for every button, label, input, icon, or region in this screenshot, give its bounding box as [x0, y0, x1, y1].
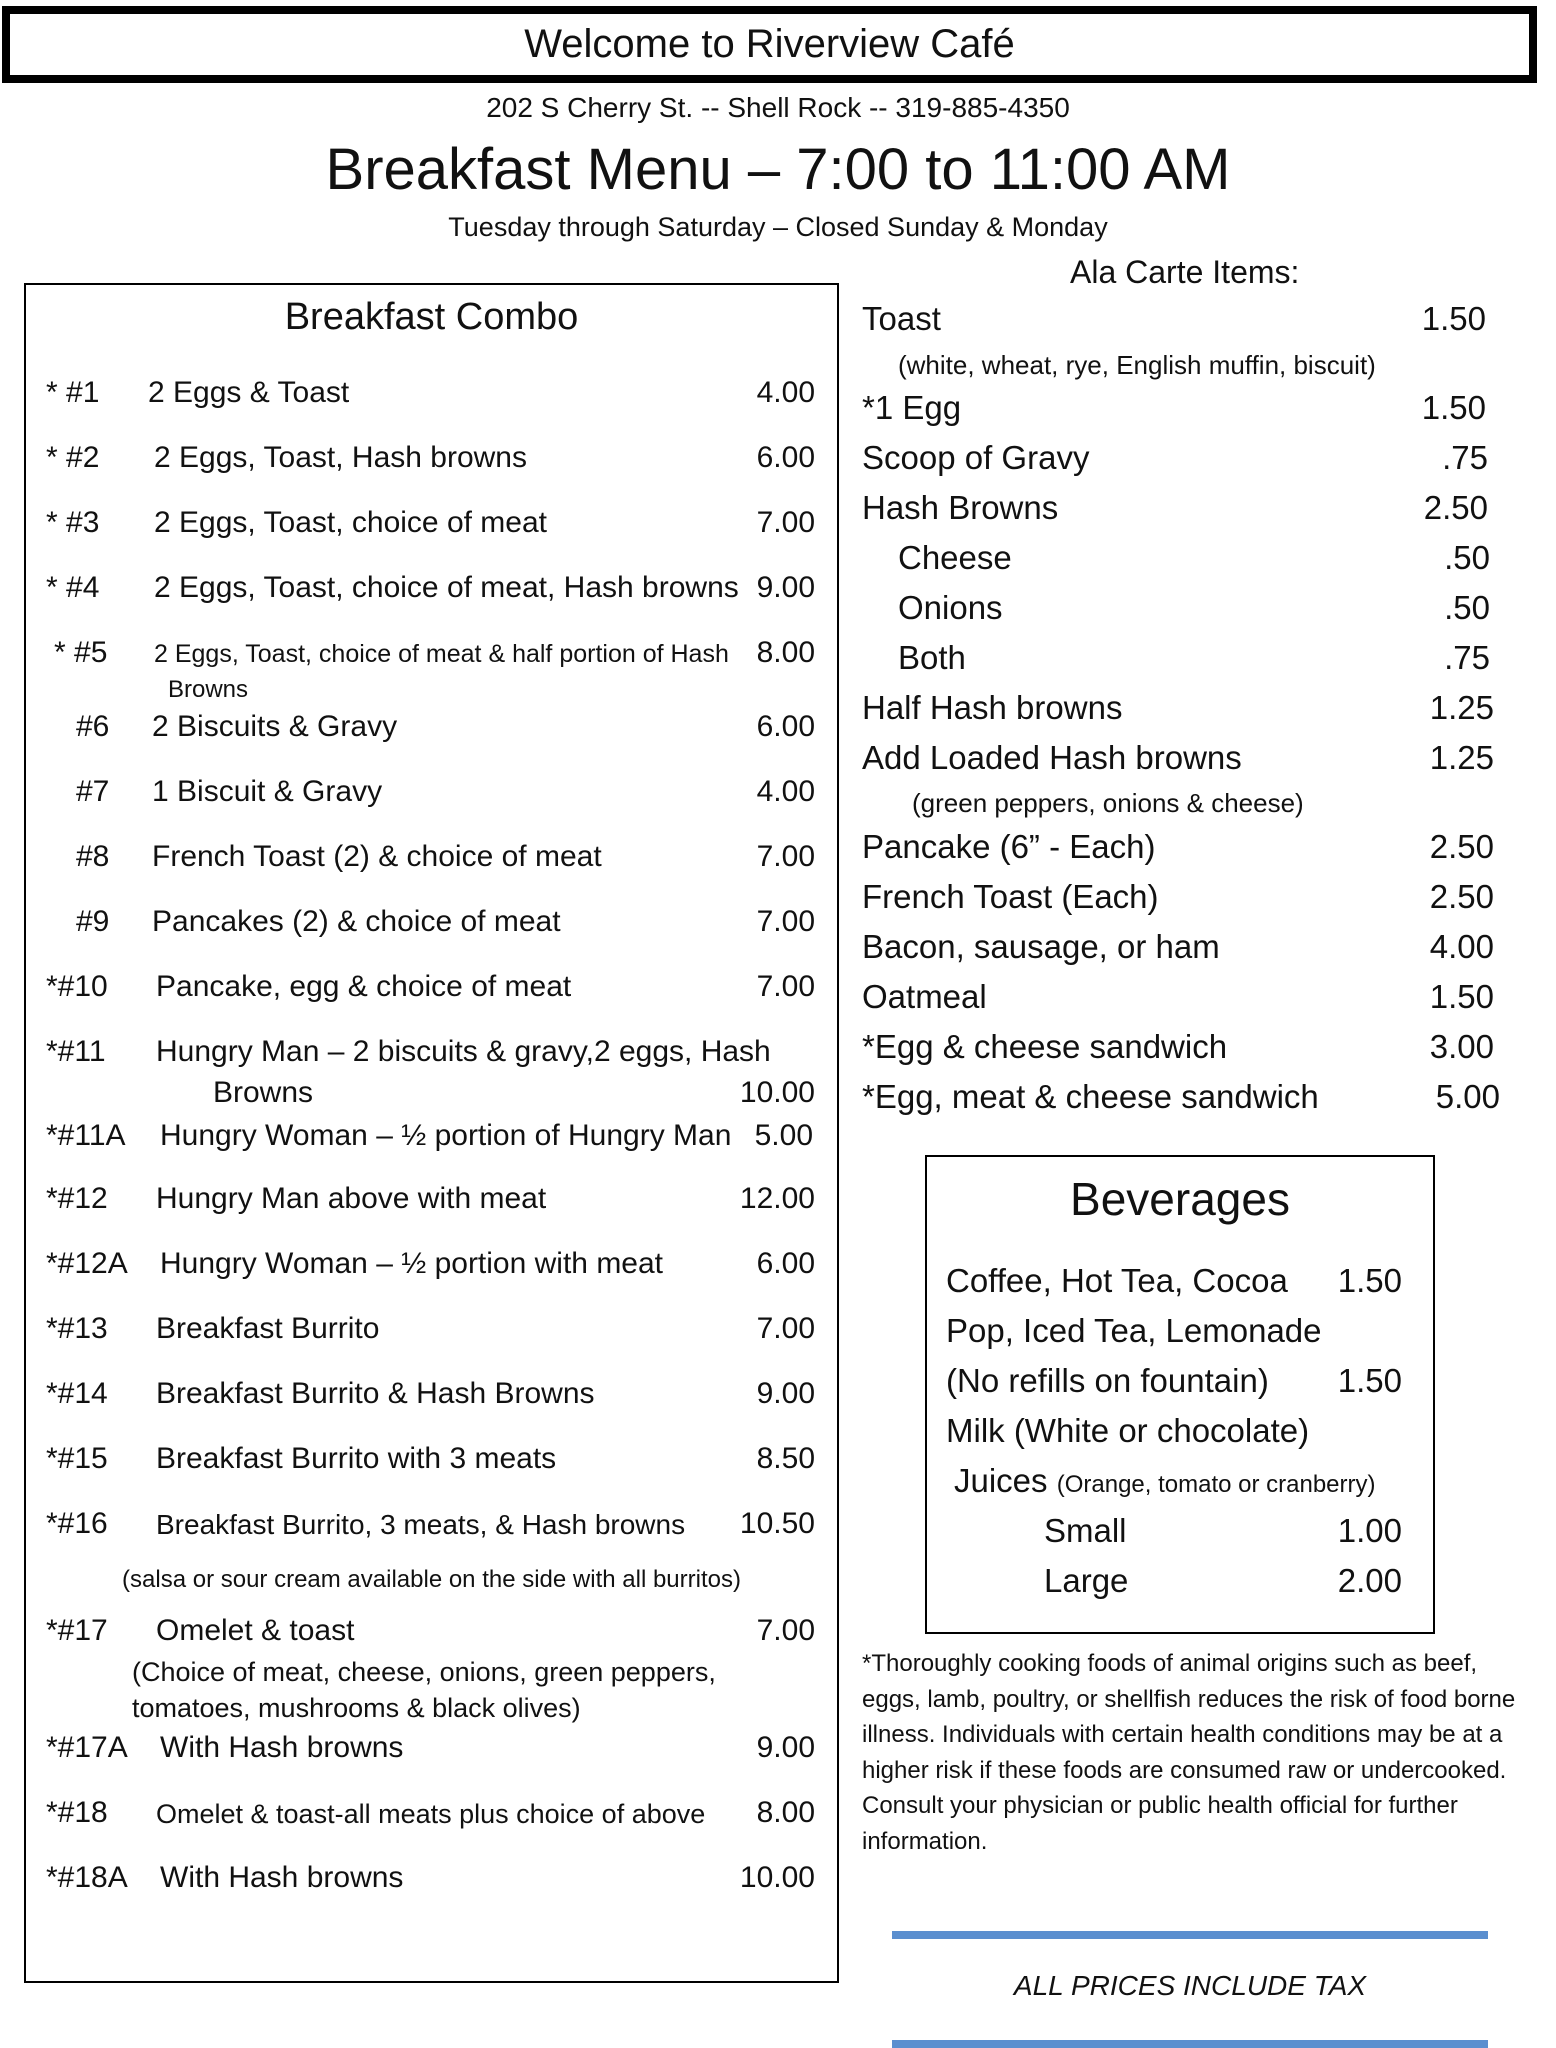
combo-item-price: 10.00 — [739, 1076, 815, 1109]
beverage-name: Coffee, Hot Tea, Cocoa — [946, 1262, 1288, 1299]
beverage-price: 1.00 — [1337, 1512, 1402, 1549]
combo-item-price: 7.00 — [756, 1312, 815, 1345]
combo-item-price: 8.50 — [756, 1442, 815, 1475]
ala-carte-item — [862, 928, 1502, 972]
combo-title: Breakfast Combo — [284, 296, 579, 338]
combo-item-price: 5.00 — [754, 1119, 813, 1152]
ala-carte-item-name: French Toast (Each) — [862, 878, 1159, 915]
combo-item-number: *#10 — [46, 970, 108, 1003]
ala-carte-item-name: Bacon, sausage, or ham — [862, 928, 1220, 965]
hours-line: Tuesday through Saturday – Closed Sunday & Monday — [448, 212, 1108, 242]
combo-item-price: 9.00 — [756, 1731, 815, 1764]
combo-item-price: 6.00 — [756, 441, 815, 474]
combo-item — [24, 840, 839, 880]
combo-item-price: 8.00 — [756, 1796, 815, 1829]
ala-carte-item — [862, 689, 1502, 733]
combo-item-number: *#17A — [46, 1731, 128, 1764]
ala-carte-item-price: .75 — [1442, 439, 1488, 476]
beverage-price: 1.50 — [1337, 1362, 1402, 1399]
ala-carte-item-name: Scoop of Gravy — [862, 439, 1090, 476]
combo-item-name: With Hash browns — [160, 1861, 404, 1894]
ala-carte-item-price: 5.00 — [1435, 1078, 1500, 1115]
beverage-name: Juices — [954, 1462, 1048, 1499]
beverage-item — [946, 1562, 1402, 1606]
ala-carte-item-price: 1.25 — [1429, 689, 1494, 726]
loaded-hash-note: (green peppers, onions & cheese) — [912, 788, 1304, 818]
combo-item — [24, 1731, 839, 1771]
combo-item-name: Breakfast Burrito with 3 meats — [156, 1442, 557, 1475]
menu-title: Breakfast Menu – 7:00 to 11:00 AM — [325, 137, 1231, 202]
combo-item-price: 7.00 — [756, 506, 815, 539]
beverages-title: Beverages — [1070, 1173, 1290, 1225]
ala-carte-item — [862, 1078, 1502, 1122]
welcome-banner — [2, 6, 1537, 83]
combo-item — [24, 1614, 839, 1654]
divider-bottom — [892, 2040, 1488, 2048]
combo-item-number: * #1 — [46, 376, 100, 409]
combo-item-continuation: Browns — [213, 1076, 314, 1109]
beverage-price: 2.00 — [1337, 1562, 1402, 1599]
tax-notice: ALL PRICES INCLUDE TAX — [1013, 1970, 1367, 2001]
combo-item-number: *#15 — [46, 1442, 108, 1475]
combo-item-number: *#11A — [46, 1119, 126, 1152]
combo-item-price: 10.00 — [739, 1861, 815, 1894]
beverage-name: Milk (White or chocolate) — [946, 1412, 1310, 1449]
combo-item-price: 6.00 — [756, 1247, 815, 1280]
ala-carte-item-price: .50 — [1444, 589, 1490, 626]
combo-item-number: #9 — [76, 905, 110, 938]
combo-item — [24, 1442, 839, 1482]
combo-item-number: * #5 — [54, 636, 108, 669]
combo-item-name: 2 Biscuits & Gravy — [152, 710, 398, 743]
combo-item-name: Breakfast Burrito — [156, 1312, 380, 1345]
combo-item-name: Omelet & toast-all meats plus choice of above — [156, 1799, 706, 1829]
combo-item — [24, 1119, 839, 1159]
ala-carte-item-price: .50 — [1444, 539, 1490, 576]
combo-item — [24, 506, 839, 546]
beverage-price: 1.50 — [1337, 1262, 1402, 1299]
combo-item-price: 8.00 — [756, 636, 815, 669]
combo-item-number: *#16 — [46, 1507, 108, 1540]
combo-item-number: *#17 — [46, 1614, 108, 1647]
combo-item-name: Hungry Man above with meat — [156, 1182, 547, 1215]
ala-carte-item-price: 2.50 — [1423, 489, 1488, 526]
omelet-note: (Choice of meat, cheese, onions, green peppers, — [132, 1657, 716, 1687]
combo-item — [24, 571, 839, 611]
ala-carte-item-price: 3.00 — [1429, 1028, 1494, 1065]
ala-carte-item — [862, 389, 1502, 433]
beverage-name: Large — [1044, 1562, 1129, 1599]
combo-item-name: French Toast (2) & choice of meat — [152, 840, 602, 873]
combo-item-name: Pancakes (2) & choice of meat — [152, 905, 561, 938]
ala-carte-item — [862, 539, 1502, 583]
ala-carte-item-price: 1.50 — [1421, 389, 1486, 426]
ala-carte-item — [862, 439, 1502, 483]
welcome-text: Welcome to Riverview Café — [524, 22, 1015, 66]
ala-carte-item-price: 1.25 — [1429, 739, 1494, 776]
combo-item — [24, 1507, 839, 1547]
ala-carte-item — [862, 828, 1502, 872]
combo-item-name: With Hash browns — [160, 1731, 404, 1764]
combo-item — [24, 710, 839, 750]
ala-carte-item-name: Oatmeal — [862, 978, 987, 1015]
combo-item-name: 2 Eggs, Toast, choice of meat & half portion of Hash — [154, 640, 729, 668]
combo-item-number: #8 — [76, 840, 110, 873]
burrito-note: (salsa or sour cream available on the side with all burritos) — [122, 1566, 741, 1593]
address-line: 202 S Cherry St. -- Shell Rock -- 319-885-4350 — [486, 92, 1070, 123]
combo-item-number: #6 — [76, 710, 110, 743]
beverage-juices — [954, 1462, 1376, 1500]
ala-carte-item-name: Onions — [898, 589, 1003, 626]
combo-item-number: *#13 — [46, 1312, 108, 1345]
ala-carte-item-price: 2.50 — [1429, 878, 1494, 915]
ala-carte-item-name: Both — [898, 639, 966, 676]
combo-item — [24, 376, 839, 416]
beverage-name: Small — [1044, 1512, 1127, 1549]
combo-item — [24, 1312, 839, 1352]
food-safety-disclaimer: *Thoroughly cooking foods of animal origins such as beef, eggs, lamb, poultry, or shellfish reduces the risk of food borne illness. Individuals with certain health conditions may be at a higher risk if these foods are consumed raw or undercooked. Consult your physician or public health official for further information. — [862, 1650, 1516, 1855]
beverage-item — [946, 1262, 1402, 1306]
beverage-name: (No refills on fountain) — [946, 1362, 1269, 1399]
ala-carte-item — [862, 589, 1502, 633]
combo-item-price: 7.00 — [756, 970, 815, 1003]
combo-item-name: 2 Eggs, Toast, choice of meat — [154, 506, 548, 539]
combo-item-number: *#18A — [46, 1861, 128, 1894]
combo-item-price: 7.00 — [756, 1614, 815, 1647]
combo-item-name: Breakfast Burrito, 3 meats, & Hash browns — [156, 1509, 686, 1540]
ala-carte-item — [862, 978, 1502, 1022]
juices-options: (Orange, tomato or cranberry) — [1056, 1471, 1376, 1498]
combo-item — [24, 1861, 839, 1901]
ala-carte-title: Ala Carte Items: — [1070, 254, 1300, 290]
combo-item-name: Hungry Woman – ½ portion of Hungry Man — [160, 1119, 732, 1152]
combo-item-price: 9.00 — [756, 1377, 815, 1410]
beverage-item — [946, 1412, 1402, 1456]
ala-carte-item-name: Half Hash browns — [862, 689, 1123, 726]
beverage-item — [946, 1362, 1402, 1406]
combo-item-price: 7.00 — [756, 840, 815, 873]
combo-item-price: 7.00 — [756, 905, 815, 938]
ala-carte-item-name: *Egg, meat & cheese sandwich — [862, 1078, 1319, 1115]
combo-item-number: * #3 — [46, 506, 100, 539]
ala-carte-item-price: 4.00 — [1429, 928, 1494, 965]
ala-carte-item-name: Hash Browns — [862, 489, 1059, 526]
beverage-name: Pop, Iced Tea, Lemonade — [946, 1312, 1322, 1349]
combo-item — [24, 775, 839, 815]
combo-item — [24, 905, 839, 945]
ala-carte-item-price: .75 — [1444, 639, 1490, 676]
ala-carte-item-name: Toast — [862, 300, 941, 337]
ala-carte-item-price: 1.50 — [1429, 978, 1494, 1015]
ala-carte-item-name: Add Loaded Hash browns — [862, 739, 1242, 776]
ala-carte-item — [862, 639, 1502, 683]
combo-item — [24, 1182, 839, 1222]
combo-item-name: Pancake, egg & choice of meat — [156, 970, 572, 1003]
combo-item-name: Omelet & toast — [156, 1614, 355, 1647]
ala-carte-item-name: *1 Egg — [862, 389, 962, 426]
combo-item — [24, 1377, 839, 1417]
ala-carte-item-price: 1.50 — [1421, 300, 1486, 337]
combo-item-price: 9.00 — [756, 571, 815, 604]
combo-item-price: 4.00 — [756, 775, 815, 808]
combo-item — [24, 970, 839, 1010]
combo-item-name: Hungry Woman – ½ portion with meat — [160, 1247, 664, 1280]
ala-carte-item — [862, 489, 1502, 533]
combo-item-number: *#11 — [46, 1035, 106, 1068]
combo-item-price: 12.00 — [739, 1182, 815, 1215]
combo-item-name: Breakfast Burrito & Hash Browns — [156, 1377, 595, 1410]
combo-item-number: * #2 — [46, 441, 100, 474]
combo-item — [24, 1796, 839, 1836]
ala-carte-item — [862, 878, 1502, 922]
combo-item-name: 2 Eggs, Toast, Hash browns — [154, 441, 527, 474]
ala-carte-item-price: 2.50 — [1429, 828, 1494, 865]
ala-carte-item — [862, 300, 1502, 344]
combo-item — [24, 636, 839, 676]
combo-item-number: * #4 — [46, 571, 100, 604]
ala-carte-item — [862, 739, 1502, 783]
combo-item-number: *#18 — [46, 1796, 108, 1829]
beverage-item — [946, 1512, 1402, 1556]
combo-item-price: 10.50 — [739, 1507, 815, 1540]
combo-item-price: 4.00 — [756, 376, 815, 409]
combo-item-number: #7 — [76, 775, 110, 808]
toast-note: (white, wheat, rye, English muffin, biscuit) — [898, 350, 1376, 380]
combo-item-name: 2 Eggs, Toast, choice of meat, Hash browns — [154, 571, 739, 604]
combo-item — [24, 1035, 839, 1075]
omelet-note: tomatoes, mushrooms & black olives) — [132, 1693, 581, 1723]
ala-carte-item — [862, 1028, 1502, 1072]
ala-carte-item-name: Cheese — [898, 539, 1012, 576]
combo-item-name: 2 Eggs & Toast — [148, 376, 350, 409]
combo-item — [24, 441, 839, 481]
combo-item-name: Hungry Man – 2 biscuits & gravy,2 eggs, Hash — [156, 1035, 771, 1068]
divider-top — [892, 1931, 1488, 1939]
ala-carte-item-name: Pancake (6” - Each) — [862, 828, 1156, 865]
combo-item-number: *#12 — [46, 1182, 108, 1215]
beverage-item — [946, 1462, 1402, 1506]
combo-item-number: *#12A — [46, 1247, 128, 1280]
combo-item-continuation: Browns — [168, 676, 249, 703]
combo-item-number: *#14 — [46, 1377, 108, 1410]
beverage-item — [946, 1312, 1402, 1356]
ala-carte-item-name: *Egg & cheese sandwich — [862, 1028, 1228, 1065]
combo-item-price: 6.00 — [756, 710, 815, 743]
combo-item — [24, 1247, 839, 1287]
combo-item-name: 1 Biscuit & Gravy — [152, 775, 383, 808]
